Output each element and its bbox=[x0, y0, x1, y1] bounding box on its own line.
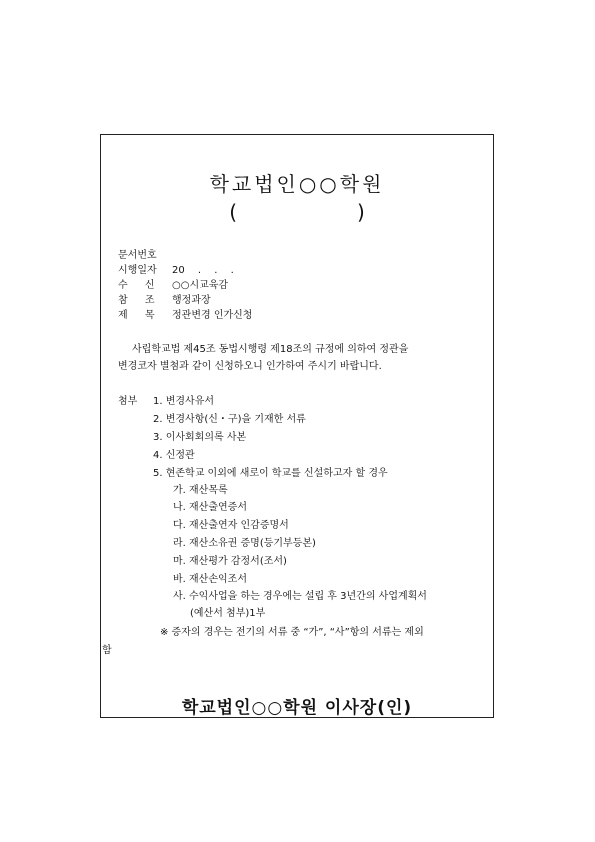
subject-value: 정관변경 인가신청 bbox=[172, 310, 253, 321]
attachment-item: 2. 변경사항(신・구)을 기재한 서류 bbox=[153, 414, 306, 425]
signature-line: 학교법인○○학원 이사장(인) bbox=[181, 698, 413, 718]
attachment-item: 4. 신정관 bbox=[153, 450, 195, 461]
reference-label: 참 조 bbox=[118, 295, 155, 306]
attachment-item: 1. 변경사유서 bbox=[153, 396, 215, 407]
doc-no-label: 문서번호 bbox=[118, 250, 157, 261]
paren-close: ) bbox=[357, 200, 365, 224]
reference-row bbox=[118, 293, 252, 308]
recipient-value: ○○시교육감 bbox=[172, 280, 229, 291]
reference-value: 행정과장 bbox=[172, 295, 211, 306]
attachment-label: 첨부 bbox=[118, 396, 138, 407]
paren-open: ( bbox=[229, 200, 237, 224]
attachment-item: 5. 현존학교 이외에 새로이 학교를 신설하고자 할 경우 bbox=[153, 468, 388, 479]
meta-block bbox=[118, 248, 252, 323]
title-parenthesis bbox=[100, 200, 494, 224]
date-label: 시행일자 bbox=[118, 265, 157, 276]
date-row bbox=[118, 263, 252, 278]
note-line-1: ※ 증자의 경우는 전기의 서류 중 “가”, “사”항의 서류는 제외 bbox=[160, 627, 424, 638]
document-title: 학교법인○○학원 bbox=[209, 172, 385, 196]
doc-no-row bbox=[118, 248, 252, 263]
subject-label: 제 목 bbox=[118, 310, 155, 321]
subject-row bbox=[118, 308, 252, 323]
sub-item: 마. 재산평가 감정서(조서) bbox=[173, 556, 287, 567]
body-line-2: 변경코자 별첨과 같이 신청하오니 인가하여 주시기 바랍니다. bbox=[118, 361, 382, 372]
date-value: 20 . . . bbox=[172, 265, 234, 276]
sub-item: 가. 재산목록 bbox=[173, 485, 228, 496]
recipient-row bbox=[118, 278, 252, 293]
sub-item: 사. 수익사업을 하는 경우에는 설립 후 3년간의 사업계획서 bbox=[173, 591, 427, 602]
sub-item: 바. 재산손익조서 bbox=[173, 574, 247, 585]
sub-item: 다. 재산출연자 인감증명서 bbox=[173, 520, 289, 531]
recipient-label: 수 신 bbox=[118, 280, 155, 291]
attachment-item: 3. 이사회회의록 사본 bbox=[153, 432, 247, 443]
sub-item: 라. 재산소유권 증명(등기부등본) bbox=[173, 538, 316, 549]
note-line-2: 함 bbox=[102, 645, 112, 656]
body-line-1: 사립학교법 제45조 동법시행령 제18조의 규정에 의하여 정관을 bbox=[132, 344, 409, 355]
sub-item-continuation: (예산서 첨부)1부 bbox=[190, 608, 266, 619]
sub-item: 나. 재산출연증서 bbox=[173, 502, 247, 513]
